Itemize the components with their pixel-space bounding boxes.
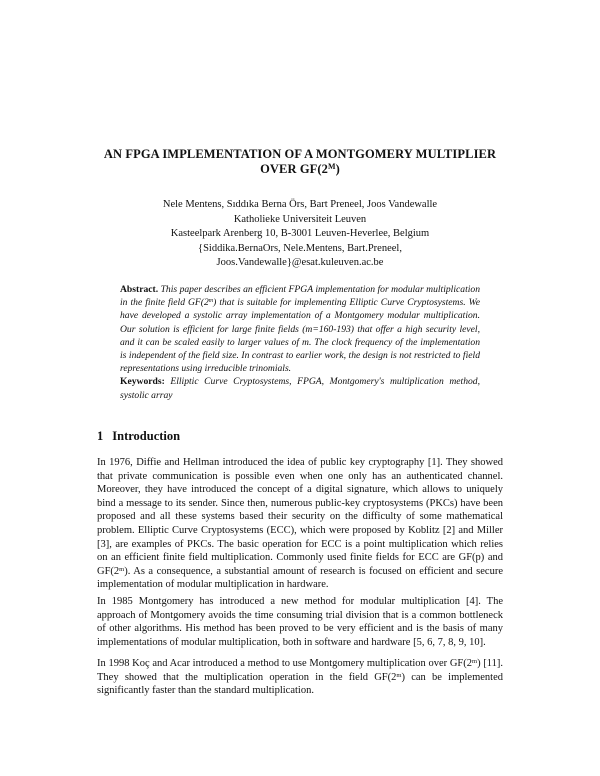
emails-line-1: {Siddika.BernaOrs, Nele.Mentens, Bart.Preneel, (198, 242, 402, 254)
abstract (120, 283, 480, 402)
keywords-label: Keywords: (120, 376, 165, 388)
title-line-1: AN FPGA IMPLEMENTATION OF A MONTGOMERY MULTIPLIER (103, 147, 497, 161)
keywords: Keywords: Elliptic Curve Cryptosystems, FPGA, Montgomery's multiplication method, systolic array (120, 376, 480, 401)
emails-line-2: Joos.Vandewalle}@esat.kuleuven.ac.be (216, 257, 384, 268)
paragraph-1: In 1976, Diffie and Hellman introduced the idea of public key cryptography [1]. They showed that private communication is possible even when one only has an authenticated channel. Moreover, they have introduced the concept of a digital signature, which allows to uniquely bind a message to its sender. Since then, numerous public-key cryptosystems (PKCs) have been proposed and all these systems based their security on the difficulty of some mathematical problem. Elliptic Curve Cryptosystems (ECC), which were proposed by Koblitz [2] and Miller [3], are examples of PKCs. The basic operation for ECC is a point multiplication which relies on an efficient finite field multiplication. Commonly used finite fields for ECC are GF(p) and GF(2$^m$). As a consequence, a substantial amount of research is focused on efficient and secure implementation of modular multiplication in hardware. (97, 457, 503, 591)
paragraph-3: In 1998 Koç and Acar introduced a method to use Montgomery multiplication over GF(2$^m$) [11]. They showed that the multiplication operation in the field GF(2$^m$) can be implemented significantly faster than the standard multiplication. (97, 658, 503, 697)
affiliation: Katholieke Universiteit Leuven (233, 213, 367, 225)
abstract-label: Abstract. (120, 284, 159, 295)
title-line-2: OVER $GF(2^M)$ (260, 162, 340, 176)
address: Kasteelpark Arenberg 10, B-3001 Leuven-Heverlee, Belgium (170, 228, 430, 239)
abstract-text: Abstract. This paper describes an efficient FPGA implementation for modular multiplication in the finite field GF(2$^m$) that is suitable for implementing Elliptic Curve Cryptosystems. We have developed a systolic array implementation of a Montgomery modular multiplication. Our solution is efficient for large finite fields (m=160-193) that offer a high security level, and it can be scaled easily to larger values of m. The clock frequency of the implementation is independent of the field size. In contrast to earlier work, the design is not restricted to field representations using irreducible trinomials. (120, 284, 480, 375)
section-title: Introduction (112, 429, 181, 443)
paragraph-2: In 1985 Montgomery has introduced a new method for modular multiplication [4]. The approach of Montgomery avoids the time consuming trial division that is a common bottleneck of other algorithms. His method has been proved to be very efficient and is the basis of many implementations of modular multiplication, both in software and hardware [5, 6, 7, 8, 9, 10]. (97, 596, 503, 648)
author-names: Nele Mentens, Sıddıka Berna Örs, Bart Preneel, Joos Vandewalle (162, 199, 438, 210)
section-heading-introduction (97, 429, 180, 444)
paper-title (60, 147, 540, 177)
author-block (100, 198, 500, 271)
section-number: 1 (97, 429, 104, 443)
